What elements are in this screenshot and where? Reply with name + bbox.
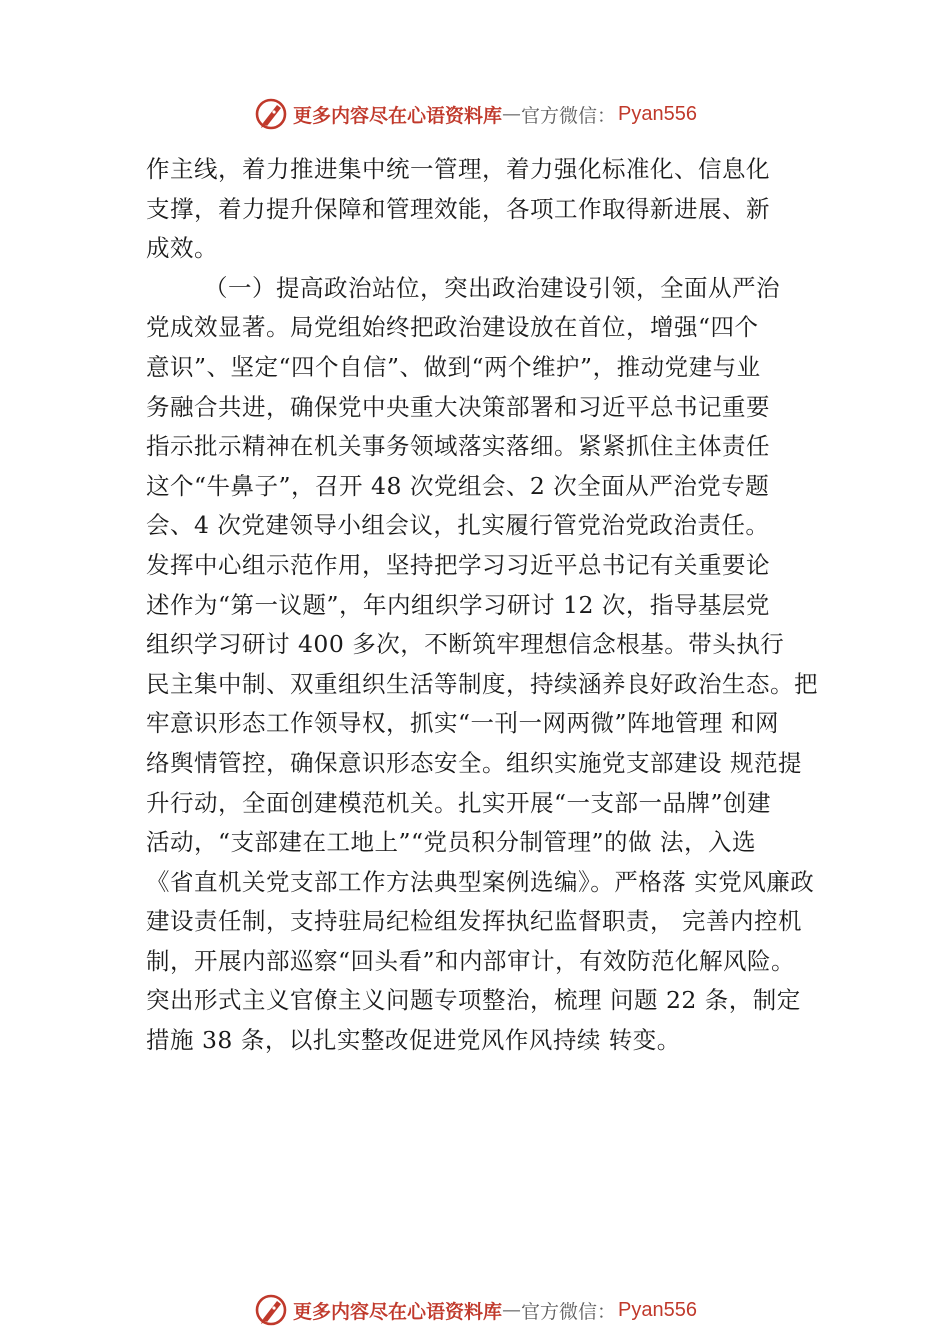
body-line: 述作为“第一议题”，年内组织学习研讨 12 次，指导基层党 — [146, 590, 770, 619]
header-watermark — [0, 94, 950, 134]
body-line: 指示批示精神在机关事务领域落实落细。紧紧抓住主体责任 — [146, 432, 770, 461]
pen-nib-circle-icon — [253, 1292, 289, 1328]
body-line: 成效。 — [146, 234, 218, 263]
body-line: 发挥中心组示范作用，坚持把学习习近平总书记有关重要论 — [146, 550, 770, 579]
watermark-wechat-label: 官方微信： — [521, 104, 617, 127]
document-body — [146, 150, 846, 1061]
body-line: 制，开展内部巡察“回头看”和内部审计，有效防范化解风险。 — [146, 946, 796, 975]
body-line: 活动，“支部建在工地上”“党员积分制管理”的做 法，入选 — [146, 828, 757, 857]
watermark-account: Pyan556 — [618, 102, 697, 125]
watermark-dash: — — [502, 1299, 522, 1321]
watermark-dash: — — [502, 103, 522, 125]
body-line: 组织学习研讨 400 多次，不断筑牢理想信念根基。带头执行 — [146, 630, 785, 659]
body-line: 这个“牛鼻子”，召开 48 次党组会、2 次全面从严治党专题 — [146, 471, 770, 500]
body-line: 作主线，着力推进集中统一管理，着力强化标准化、信息化 — [146, 155, 770, 183]
pen-nib-circle-icon — [253, 96, 289, 132]
footer-watermark — [0, 1290, 950, 1330]
body-line: 《省直机关党支部工作方法典型案例选编》。严格落 实党风廉政 — [146, 867, 815, 896]
body-line: 支撑，着力提升保障和管理效能，各项工作取得新进展、新 — [146, 194, 770, 223]
watermark-slogan: 更多内容尽在心语资料库 — [293, 104, 503, 127]
body-line: 意识”、坚定“四个自信”、做到“两个维护”，推动党建与业 — [146, 352, 761, 381]
body-line: 民主集中制、双重组织生活等制度，持续涵养良好政治生态。把 — [146, 669, 818, 698]
body-line: 会、4 次党建领导小组会议，扎实履行管党治党政治责任。 — [146, 511, 770, 540]
body-line: 牢意识形态工作领导权，抓实“一刊一网两微”阵地管理 和网 — [146, 709, 779, 738]
body-line: 党成效显著。局党组始终把政治建设放在首位，增强“四个 — [146, 313, 759, 342]
body-line: 络舆情管控，确保意识形态安全。组织实施党支部建设 规范提 — [146, 748, 802, 777]
body-line: 建设责任制，支持驻局纪检组发挥执纪监督职责， 完善内控机 — [146, 907, 802, 936]
section-heading-line: （一）提高政治站位，突出政治建设引领，全面从严治 — [204, 273, 780, 302]
watermark-slogan: 更多内容尽在心语资料库 — [293, 1300, 503, 1323]
body-line: 突出形式主义官僚主义问题专项整治，梳理 问题 22 条，制定 — [146, 986, 801, 1015]
body-line: 措施 38 条，以扎实整改促进党风作风持续 转变。 — [146, 1026, 681, 1055]
body-line: 升行动，全面创建模范机关。扎实开展“一支部一品牌”创建 — [146, 788, 772, 817]
watermark-account: Pyan556 — [618, 1298, 697, 1321]
watermark-wechat-label: 官方微信： — [521, 1300, 617, 1323]
body-line: 务融合共进，确保党中央重大决策部署和习近平总书记重要 — [146, 392, 770, 421]
